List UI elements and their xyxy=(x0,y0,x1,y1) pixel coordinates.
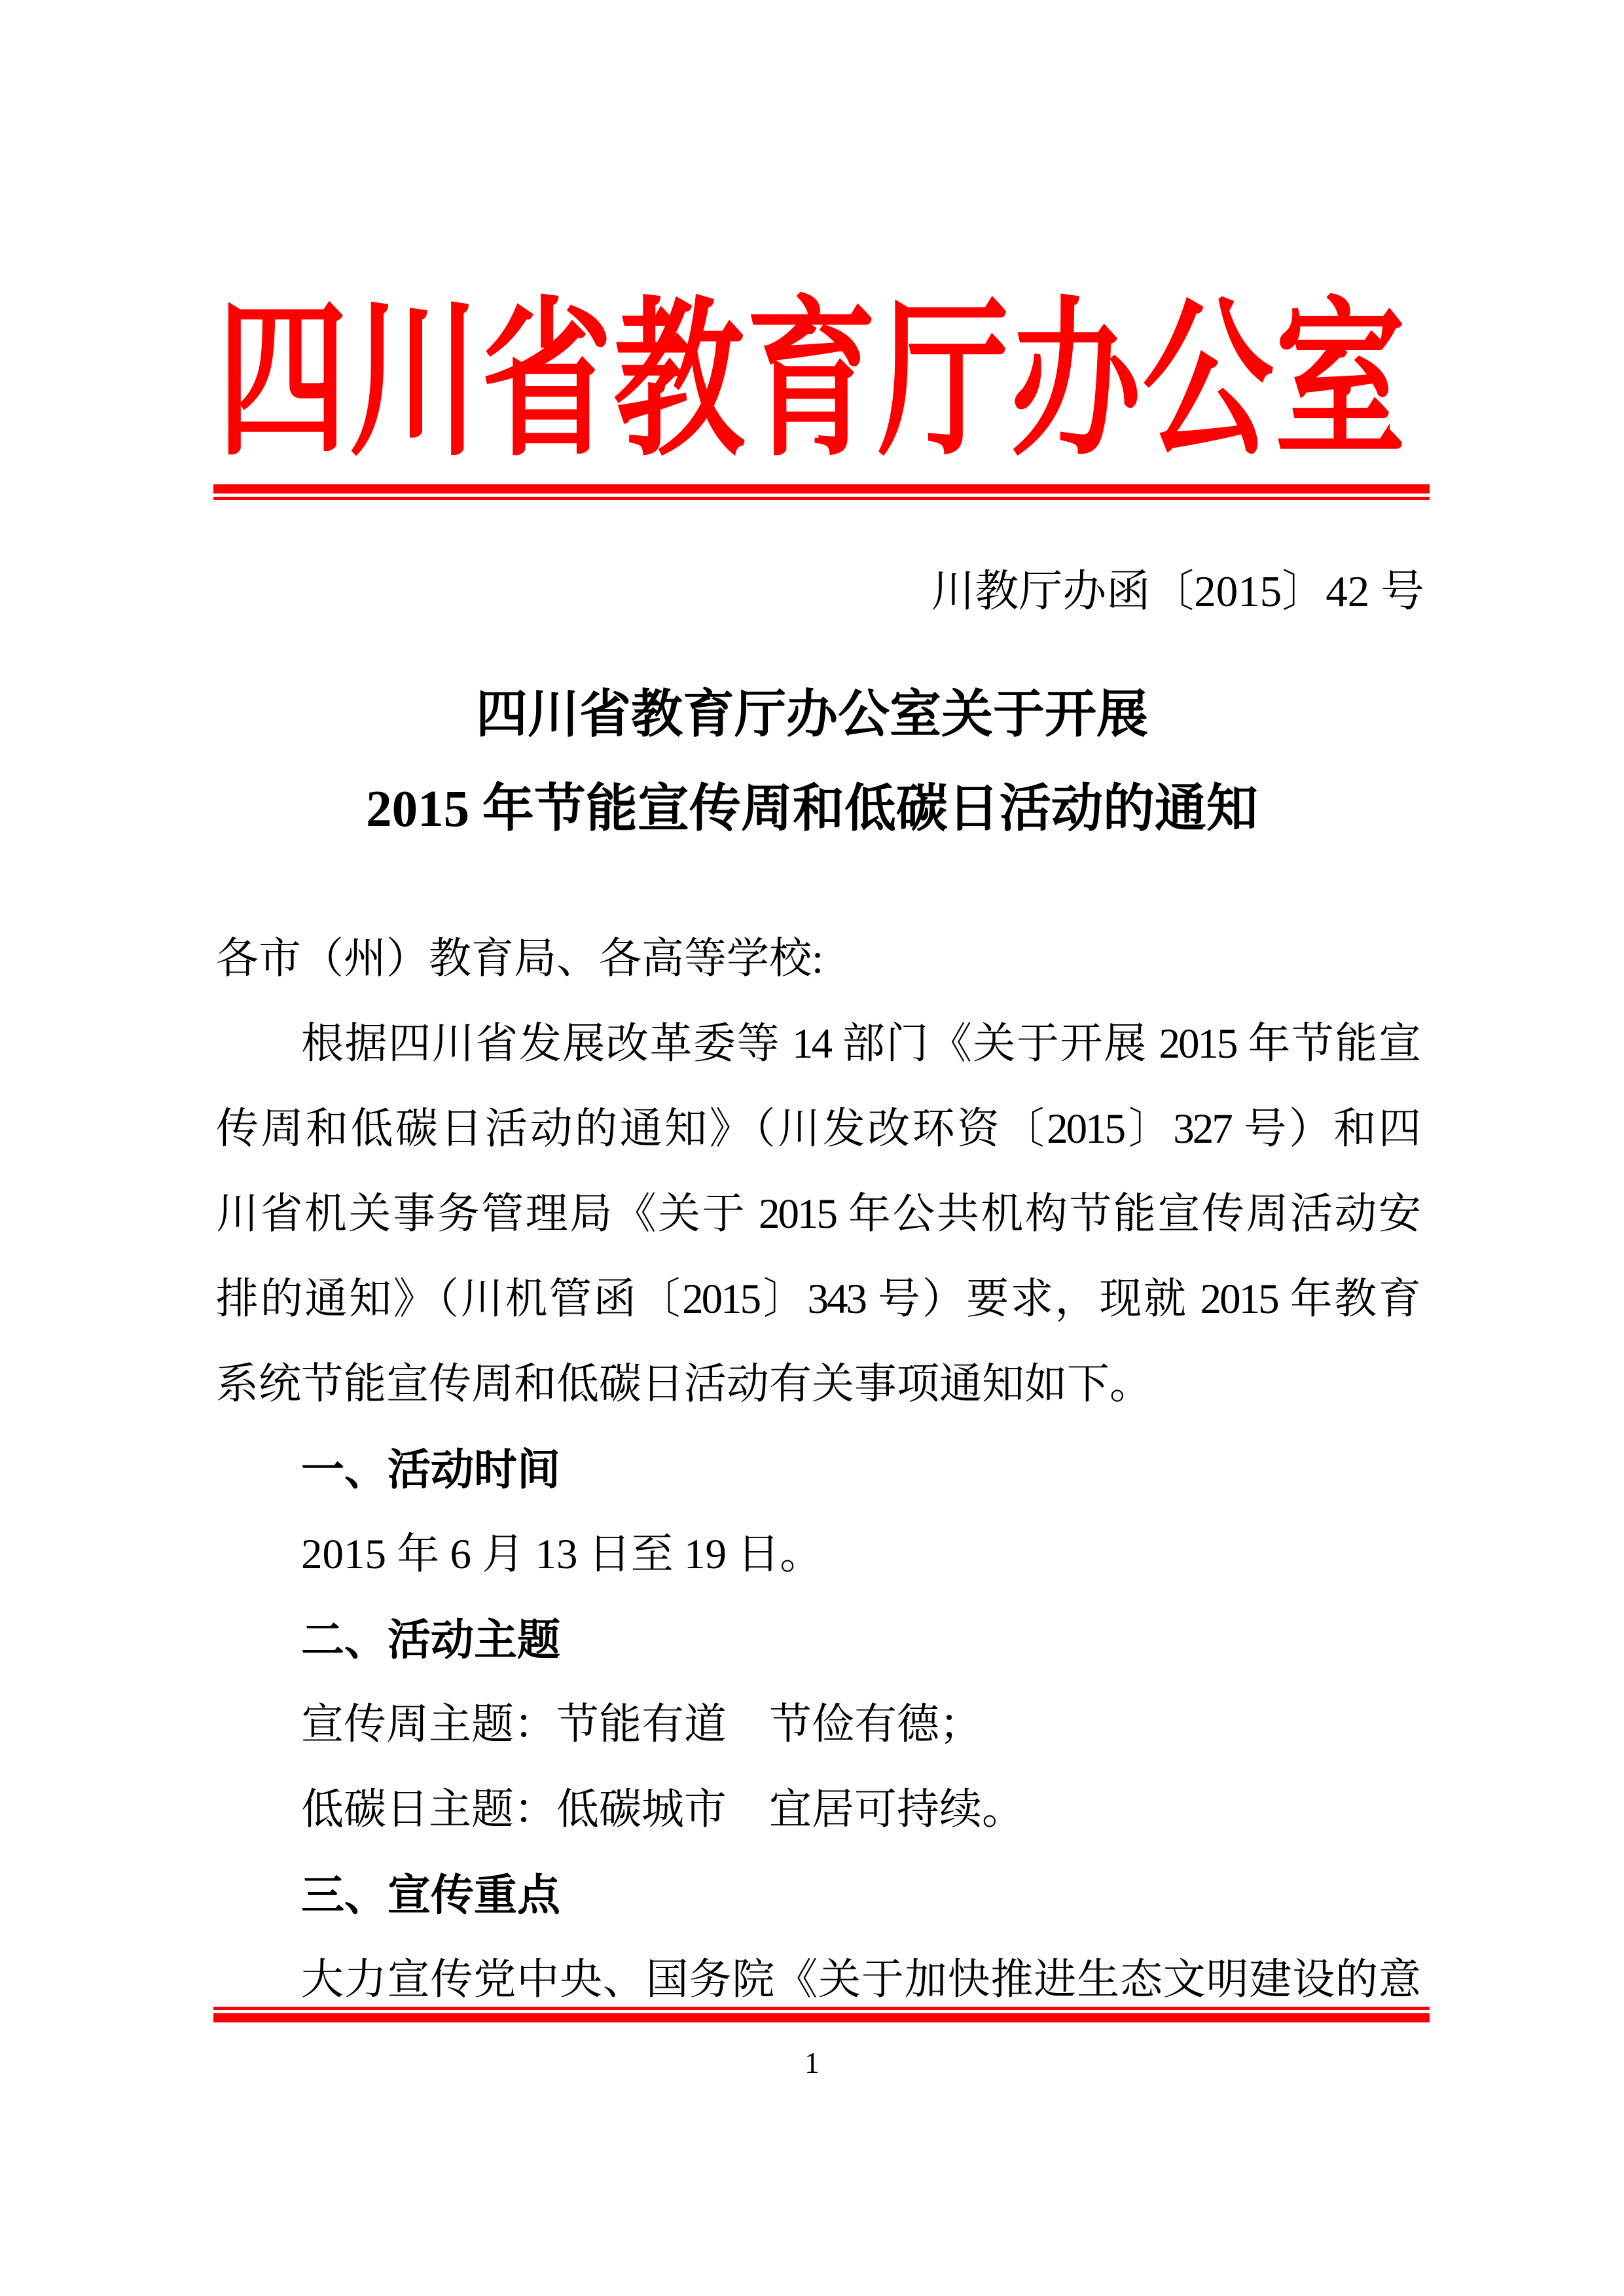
body-line: 根据四川省发展改革委等 14 部门《关于开展 2015 年节能宣 xyxy=(301,1020,1419,1067)
body-heading-3: 三、宣传重点 xyxy=(301,1871,560,1919)
letterhead-org-name: 四川省教育厅办公室 xyxy=(217,288,1407,476)
doc-number: 川教厅办函〔2015〕42 号 xyxy=(931,567,1424,616)
document-body xyxy=(216,916,1419,2022)
body-line: 系统节能宣传周和低碳日活动有关事项通知如下。 xyxy=(216,1361,1153,1408)
document-title xyxy=(216,668,1408,857)
body-heading-1: 一、活动时间 xyxy=(301,1445,560,1494)
document-title-line2: 2015 年节能宣传周和低碳日活动的通知 xyxy=(366,781,1258,838)
body-line: 川省机关事务管理局《关于 2015 年公共机构节能宣传周活动安 xyxy=(216,1191,1419,1238)
letterhead-rule-thin xyxy=(213,497,1430,500)
body-line-salutation: 各市（州）教育局、各高等学校: xyxy=(216,935,824,982)
body-heading-2: 二、活动主题 xyxy=(301,1615,560,1664)
body-line: 低碳日主题：低碳城市 宜居可持续。 xyxy=(301,1786,1025,1833)
body-line: 宣传周主题：节能有道 节俭有德； xyxy=(301,1701,983,1748)
page-number: 1 xyxy=(804,2047,820,2079)
footer-rule-thin xyxy=(213,2007,1430,2010)
document-title-line1: 四川省教育厅办公室关于开展 xyxy=(476,687,1148,744)
body-line: 2015 年 6 月 13 日至 19 日。 xyxy=(301,1531,823,1578)
body-line: 传周和低碳日活动的通知》（川发改环资〔2015〕327 号）和四 xyxy=(216,1105,1419,1153)
footer-rule-thick xyxy=(213,2013,1430,2022)
letterhead-rule-thick xyxy=(213,484,1430,493)
body-line: 大力宣传党中央、国务院《关于加快推进生态文明建设的意 xyxy=(301,1956,1419,2003)
body-line: 排的通知》（川机管函〔2015〕343 号）要求，现就 2015 年教育 xyxy=(216,1276,1419,1323)
